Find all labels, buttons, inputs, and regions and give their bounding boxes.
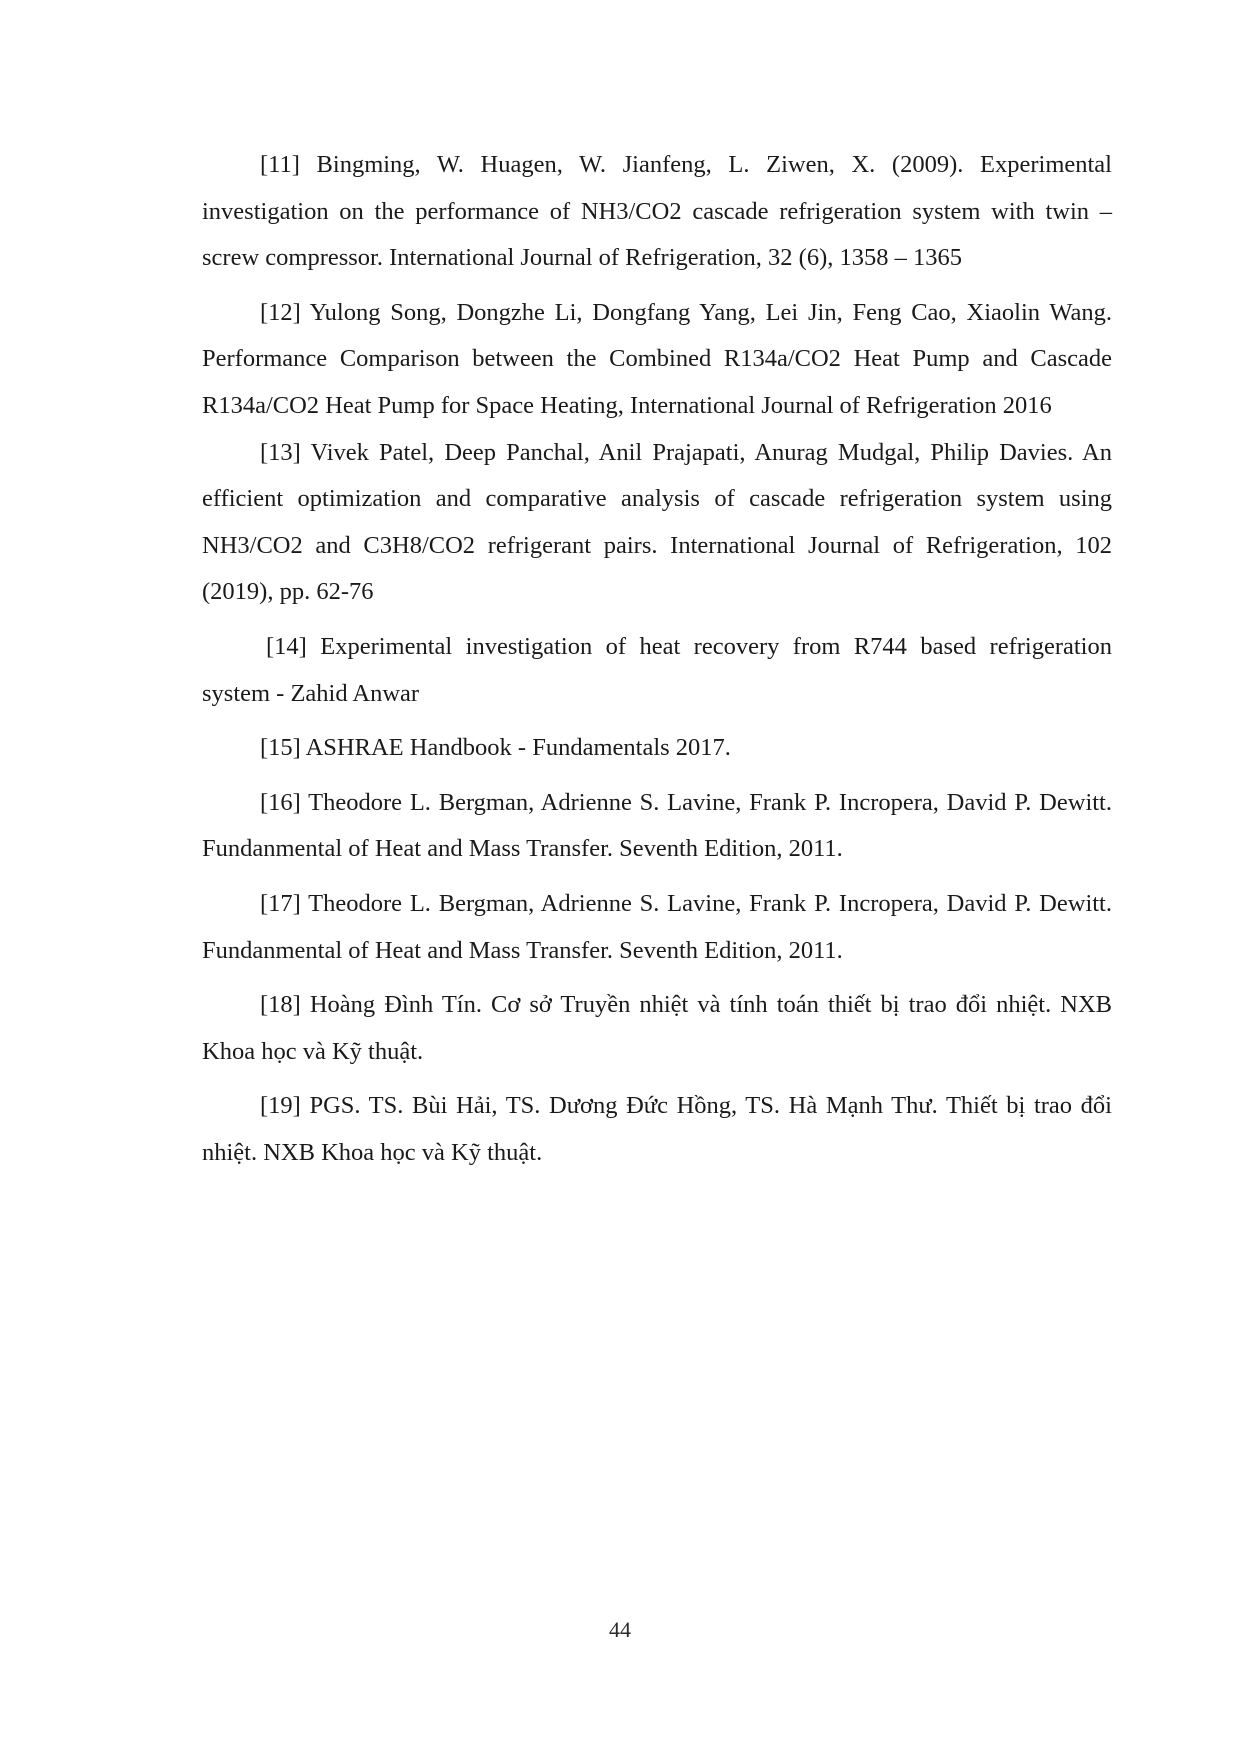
reference-15: [15] ASHRAE Handbook - Fundamentals 2017. xyxy=(260,734,731,762)
reference-17: [17] Theodore L. Bergman, Adrienne S. Lavine, Frank P. Incropera, David P. Dewitt. Fundanmental of Heat and Mass Transfer. Seventh Edition, 2011. xyxy=(202,889,1112,964)
page-number: 44 xyxy=(609,1617,631,1642)
reference-18: [18] Hoàng Đình Tín. Cơ sở Truyền nhiệt và tính toán thiết bị trao đổi nhiệt. NXB Khoa học và Kỹ thuật. xyxy=(202,991,1112,1065)
reference-list xyxy=(202,142,1112,1184)
reference-19: [19] PGS. TS. Bùi Hải, TS. Dương Đức Hồng, TS. Hà Mạnh Thư. Thiết bị trao đổi nhiệt. NXB Khoa học và Kỹ thuật. xyxy=(202,1092,1112,1166)
reference-14: [14] Experimental investigation of heat recovery from R744 based refrigeration system - Zahid Anwar xyxy=(202,632,1112,707)
reference-16: [16] Theodore L. Bergman, Adrienne S. Lavine, Frank P. Incropera, David P. Dewitt. Fundanmental of Heat and Mass Transfer. Seventh Edition, 2011. xyxy=(202,788,1112,863)
reference-13: [13] Vivek Patel, Deep Panchal, Anil Prajapati, Anurag Mudgal, Philip Davies. An efficient optimization and comparative analysis of cascade refrigeration system using NH3/CO2 and C3H8/CO2 refrigerant pairs. International Journal of Refrigeration, 102 (2019), pp. 62-76 xyxy=(202,438,1112,606)
reference-11: [11] Bingming, W. Huagen, W. Jianfeng, L. Ziwen, X. (2009). Experimental investigation on the performance of NH3/CO2 cascade refrigeration system with twin – screw compressor. International Journal of Refrigeration, 32 (6), 1358 – 1365 xyxy=(202,151,1112,272)
reference-12: [12] Yulong Song, Dongzhe Li, Dongfang Yang, Lei Jin, Feng Cao, Xiaolin Wang. Performance Comparison between the Combined R134a/CO2 Heat Pump and Cascade R134a/CO2 Heat Pump for Space Heating, International Journal of Refrigeration 2016 xyxy=(202,298,1112,419)
